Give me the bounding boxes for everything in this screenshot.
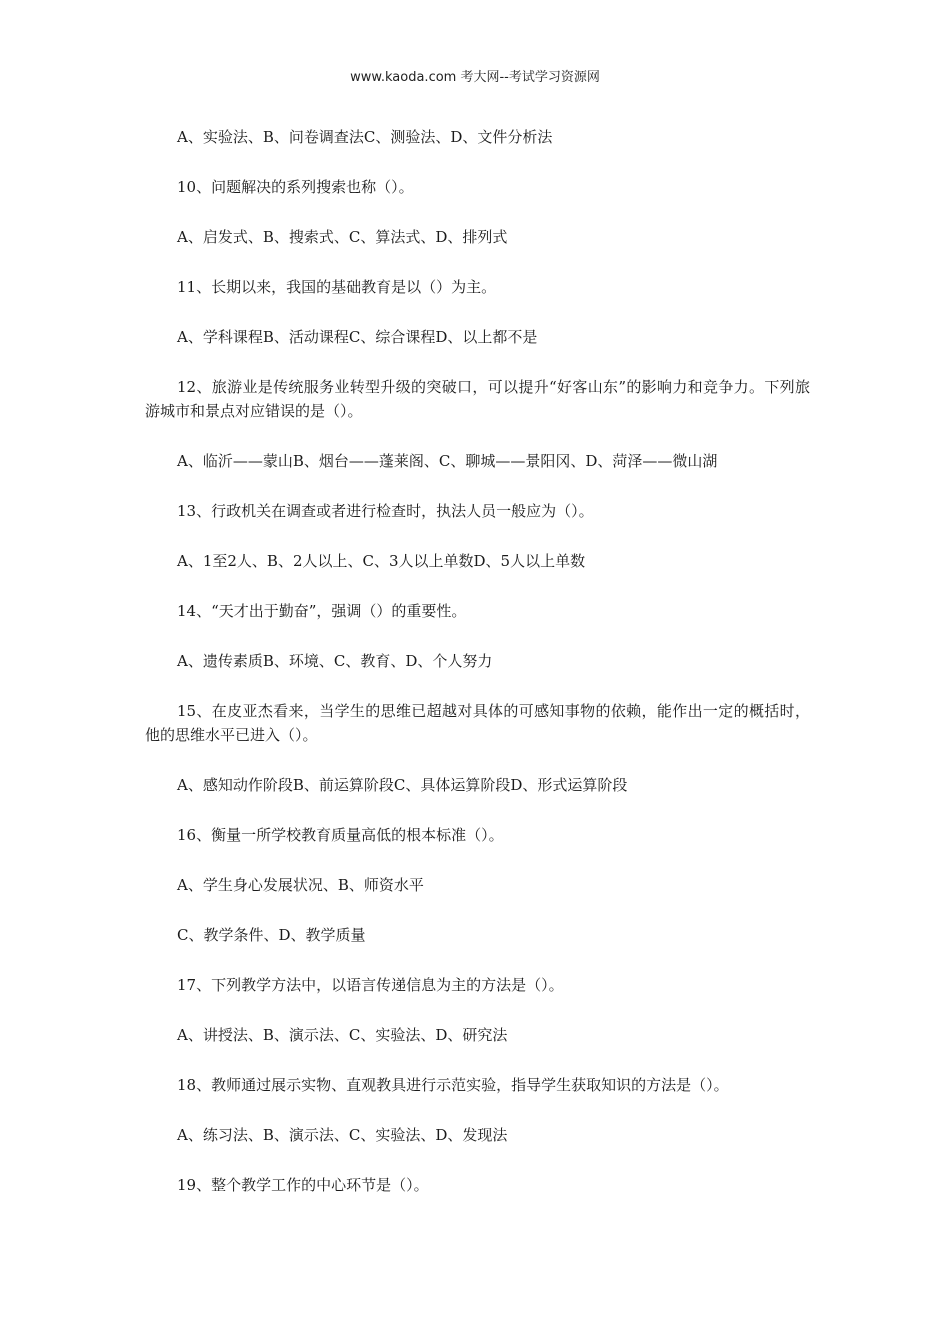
answer-options-10: A、启发式、B、搜索式、C、算法式、D、排列式 bbox=[177, 228, 508, 246]
question-16: 16、衡量一所学校教育质量高低的根本标准（）。 bbox=[177, 826, 504, 844]
question-17: 17、下列教学方法中，以语言传递信息为主的方法是（）。 bbox=[177, 976, 564, 994]
answer-options-16b: C、教学条件、D、教学质量 bbox=[177, 926, 366, 944]
answer-options-16a: A、学生身心发展状况、B、师资水平 bbox=[177, 876, 424, 894]
answer-options-17: A、讲授法、B、演示法、C、实验法、D、研究法 bbox=[177, 1026, 508, 1044]
question-13: 13、行政机关在调查或者进行检查时，执法人员一般应为（）。 bbox=[177, 502, 594, 520]
page-header: www.kaoda.com 考大网--考试学习资源网 bbox=[350, 70, 600, 85]
answer-options-13: A、1至2人、B、2人以上、C、3人以上单数D、5人以上单数 bbox=[177, 552, 586, 570]
question-12: 12、旅游业是传统服务业转型升级的突破口，可以提升“好客山东”的影响力和竞争力。下列旅游城市和景点对应错误的是（）。 bbox=[145, 378, 810, 420]
answer-options-11: A、学科课程B、活动课程C、综合课程D、以上都不是 bbox=[177, 328, 538, 346]
question-14: 14、“天才出于勤奋”，强调（）的重要性。 bbox=[177, 602, 467, 620]
question-19: 19、整个教学工作的中心环节是（）。 bbox=[177, 1176, 429, 1194]
answer-options-14: A、遗传素质B、环境、C、教育、D、个人努力 bbox=[177, 652, 493, 670]
question-18: 18、教师通过展示实物、直观教具进行示范实验，指导学生获取知识的方法是（）。 bbox=[177, 1076, 729, 1094]
answer-options-18: A、练习法、B、演示法、C、实验法、D、发现法 bbox=[177, 1126, 508, 1144]
question-11: 11、长期以来，我国的基础教育是以（）为主。 bbox=[177, 278, 497, 296]
answer-options-15: A、感知动作阶段B、前运算阶段C、具体运算阶段D、形式运算阶段 bbox=[177, 776, 628, 794]
question-10: 10、问题解决的系列搜索也称（）。 bbox=[177, 178, 414, 196]
answer-options-12: A、临沂——蒙山B、烟台——蓬莱阁、C、聊城——景阳冈、D、菏泽——微山湖 bbox=[177, 452, 718, 470]
question-15: 15、在皮亚杰看来，当学生的思维已超越对具体的可感知事物的依赖，能作出一定的概括时，他的思维水平已进入（）。 bbox=[145, 702, 810, 744]
answer-options-9: A、实验法、B、问卷调查法C、测验法、D、文件分析法 bbox=[177, 128, 553, 146]
